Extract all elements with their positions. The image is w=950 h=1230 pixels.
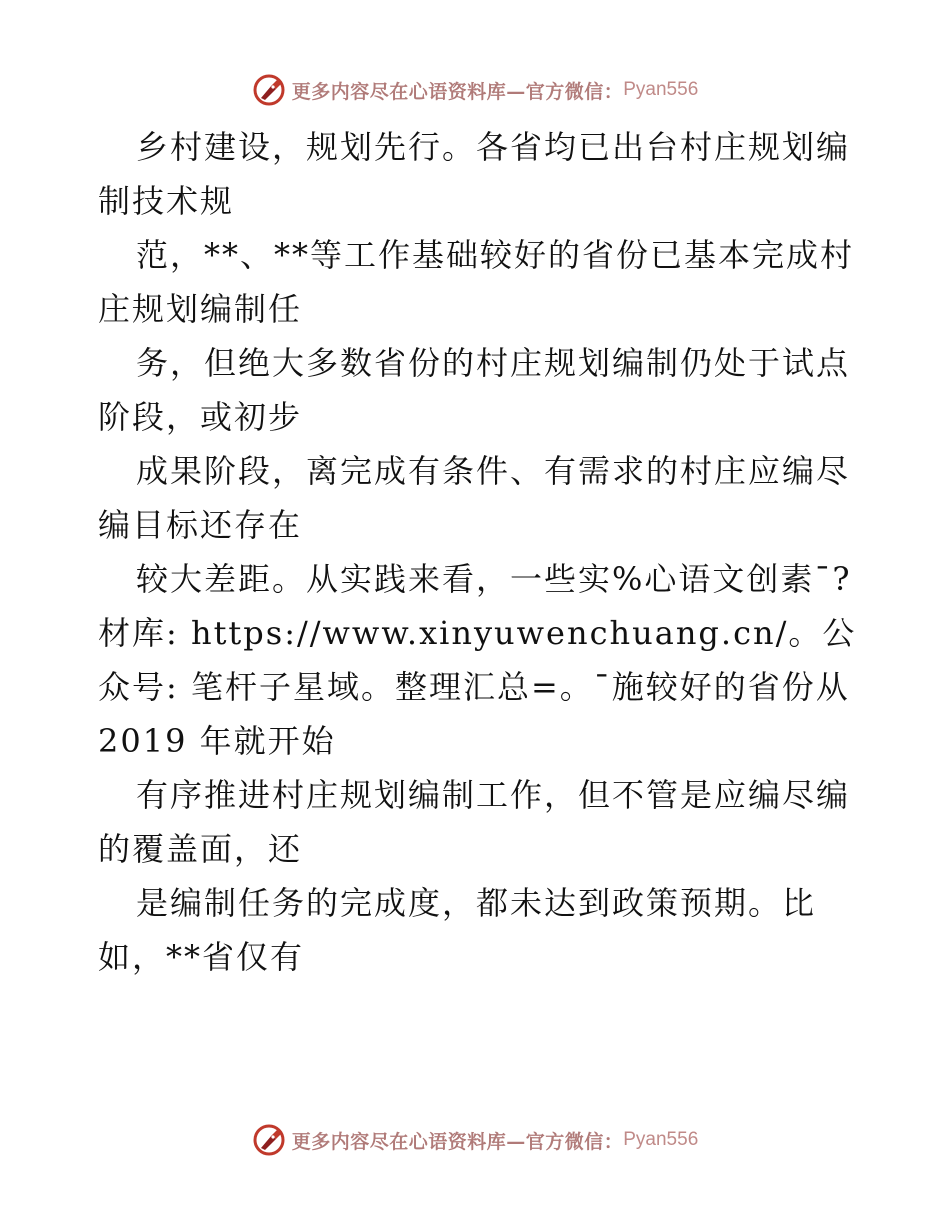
paragraph: 是编制任务的完成度，都未达到政策预期。比如，**省仅有 <box>98 884 817 976</box>
header-banner-text: 更多内容尽在心语资料库—官方微信： <box>291 80 624 103</box>
document-body <box>98 120 858 984</box>
footer-banner-wechat-id: Pyan556 <box>623 1129 699 1150</box>
paragraph: 务，但绝大多数省份的村庄规划编制仍处于试点阶段，或初步 <box>98 344 851 436</box>
paragraph: 乡村建设，规划先行。各省均已出台村庄规划编制技术规 <box>98 128 851 220</box>
pen-nib-logo-icon <box>252 73 286 107</box>
header-banner <box>0 70 950 110</box>
pen-nib-logo-icon <box>252 1123 286 1157</box>
header-banner-wechat-id: Pyan556 <box>623 79 699 100</box>
paragraph: 有序推进村庄规划编制工作，但不管是应编尽编的覆盖面，还 <box>98 776 851 868</box>
footer-banner <box>0 1120 950 1160</box>
footer-banner-text: 更多内容尽在心语资料库—官方微信： <box>291 1130 624 1153</box>
paragraph: 范，**、**等工作基础较好的省份已基本完成村庄规划编制任 <box>98 236 855 328</box>
paragraph: 成果阶段，离完成有条件、有需求的村庄应编尽编目标还存在 <box>98 452 851 544</box>
paragraph: 较大差距。从实践来看，一些实%心语文创素¯?材库: https://www.xinyuwenchuang.cn/。公众号: 笔杆子星域。整理汇总=。¯施较好的省份从2019 年就开始 <box>98 560 857 760</box>
